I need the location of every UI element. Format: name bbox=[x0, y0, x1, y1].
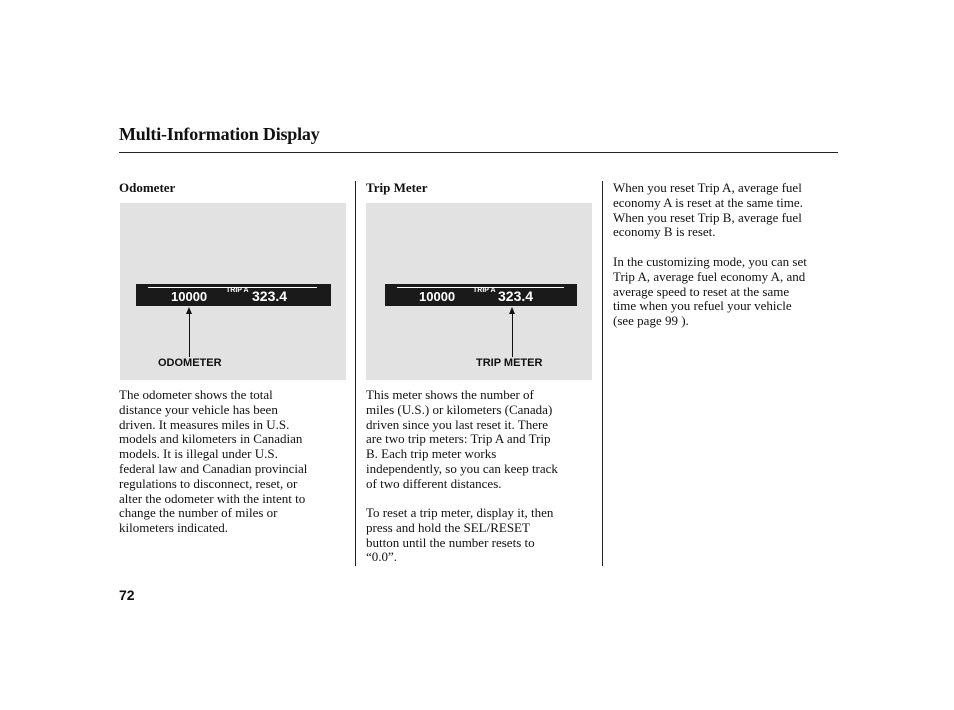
odometer-figure bbox=[120, 203, 346, 380]
trip-value: 323.4 bbox=[252, 288, 288, 304]
trip-meter-description: This meter shows the number of miles (U.S.) or kilometers (Canada) driven since you last reset it. There are two trip meters: Trip A and Trip B. Each trip meter works independently, so you can keep track of two different distances. bbox=[366, 387, 558, 491]
trip-meter-display bbox=[385, 284, 577, 306]
trip-meter-figure bbox=[366, 203, 592, 380]
odometer-caption: ODOMETER bbox=[158, 357, 222, 369]
trip-meter-caption: TRIP METER bbox=[476, 357, 543, 369]
title-divider bbox=[119, 152, 838, 153]
odometer-value: 10000 bbox=[171, 289, 208, 304]
page-number: 72 bbox=[119, 587, 135, 603]
trip-value: 323.4 bbox=[498, 288, 534, 304]
odometer-pointer-line bbox=[189, 313, 190, 357]
trip-meter-heading: Trip Meter bbox=[366, 180, 428, 195]
trip-label: TRIP A bbox=[473, 287, 496, 294]
trip-meter-pointer-line bbox=[512, 313, 513, 357]
column-divider-right bbox=[602, 181, 603, 566]
customizing-mode-note: In the customizing mode, you can set Trip A, average fuel economy A, and average speed to reset at the same time when you refuel your vehicle (see page 99 ). bbox=[613, 254, 807, 329]
page-title: Multi-Information Display bbox=[119, 124, 320, 144]
trip-meter-reset-instructions: To reset a trip meter, display it, then press and hold the SEL/RESET button until the number resets to “0.0”. bbox=[366, 505, 554, 565]
odometer-display bbox=[136, 284, 331, 306]
trip-label: TRIP A bbox=[226, 287, 249, 294]
odometer-value: 10000 bbox=[419, 289, 456, 304]
column-divider-left bbox=[355, 181, 356, 566]
odometer-heading: Odometer bbox=[119, 180, 176, 195]
trip-reset-note: When you reset Trip A, average fuel economy A is reset at the same time. When you reset Trip B, average fuel economy B is reset. bbox=[613, 180, 803, 240]
odometer-description: The odometer shows the total distance your vehicle has been driven. It measures miles in U.S. models and kilometers in Canadian models. It is illegal under U.S. federal law and Canadian provincial regulations to disconnect, reset, or alter the odometer with the intent to change the number of miles or kilometers indicated. bbox=[119, 387, 308, 536]
